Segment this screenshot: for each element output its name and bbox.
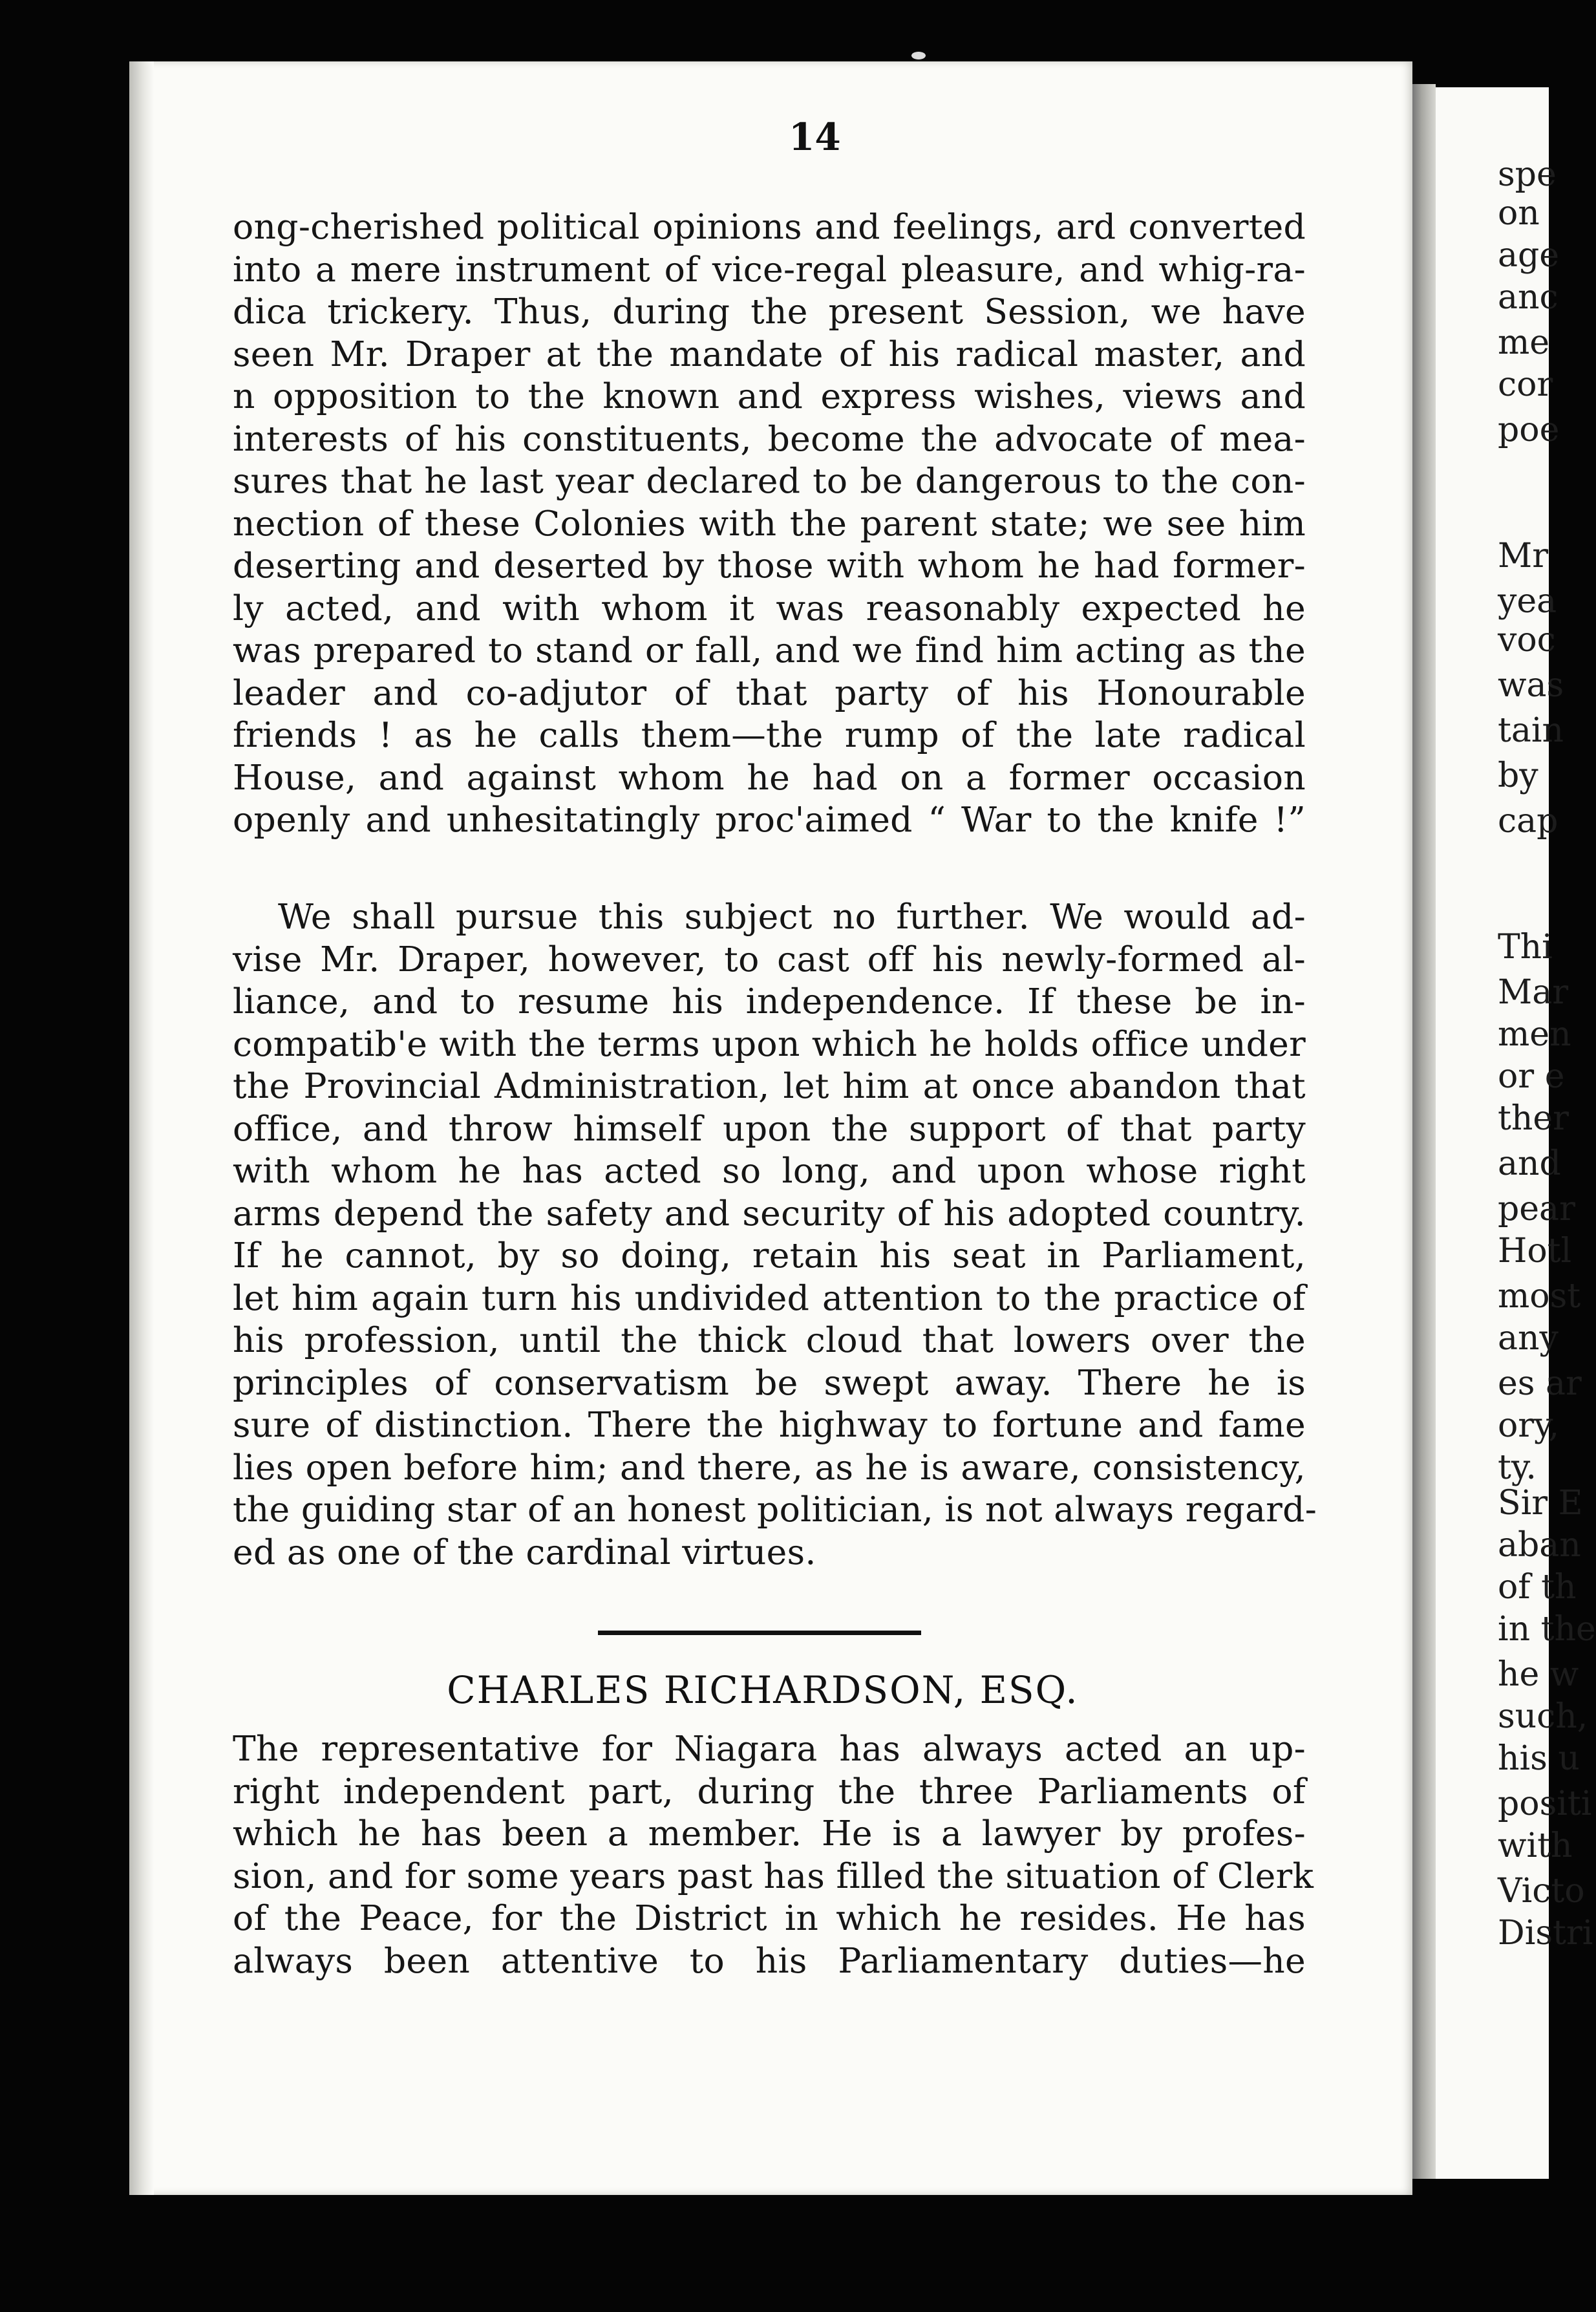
facing-page-fragment: aban [1498,1526,1581,1565]
text-line: ong-cherished political opinions and feelings, ard converted [233,206,1306,247]
facing-page-fragment: ory, [1498,1406,1560,1445]
text-line: deserting and deserted by those with whom he had former- [233,545,1306,586]
facing-page-fragment: and [1498,1144,1561,1183]
facing-page-edge [1436,87,1596,2179]
text-line: always been attentive to his Parliamentary duties—he [233,1940,1306,1981]
text-line: openly and unhesitatingly proc'aimed “ War to the knife !” [233,799,1306,840]
text-line: We shall pursue this subject no further. We would ad- [278,896,1306,937]
facing-page-fragment: Mr [1498,537,1549,575]
text-line: was prepared to stand or fall, and we find him acting as the [233,630,1306,670]
text-line: with whom he has acted so long, and upon whose right [233,1150,1306,1191]
text-line: arms depend the safety and security of his adopted country. [233,1192,1306,1234]
facing-page-fragment: Thi [1498,928,1553,967]
page-binding-shadow [129,61,154,2195]
facing-page-fragment: cor [1498,365,1553,404]
text-line: sion, and for some years past has filled the situation of Clerk [233,1855,1314,1896]
facing-page-fragment: Distri [1498,1914,1593,1953]
facing-page-fragment: yea [1498,582,1557,621]
facing-page-fragment: ty. [1498,1448,1537,1487]
text-line: If he cannot, by so doing, retain his seat in Parliament, [233,1235,1306,1276]
text-line: compatib'e with the terms upon which he holds office under [233,1023,1306,1064]
facing-page-fragment: in the [1498,1610,1596,1649]
paragraph-2 [233,895,1317,1573]
facing-page-fragment: Sir E [1498,1484,1583,1523]
facing-page-fragment: any [1498,1319,1559,1358]
facing-page-fragment: age [1498,236,1560,275]
section-heading: CHARLES RICHARDSON, ESQ. [447,1668,1079,1712]
facing-page-fragment: es ar [1498,1364,1582,1403]
facing-page-fragment: or e [1498,1057,1565,1096]
facing-page-fragment: tain [1498,711,1564,750]
text-line: nection of these Colonies with the parent state; we see him [233,502,1306,544]
text-line: interests of his constituents, become the advocate of mea- [233,418,1306,459]
facing-page-fragment: poe [1498,411,1560,449]
facing-page-fragment: cap [1498,802,1559,840]
facing-page-fragment: voc [1498,621,1556,659]
text-line: let him again turn his undivided attention to the practice of [233,1277,1306,1318]
text-line: ed as one of the cardinal virtues. [233,1531,816,1572]
text-line: ly acted, and with whom it was reasonably expected he [233,587,1306,628]
facing-page-fragment: on [1498,194,1540,233]
text-line: principles of conservatism be swept away. There he is [233,1362,1306,1403]
facing-page-fragment: such, [1498,1697,1588,1736]
facing-page-fragment: he w [1498,1655,1579,1694]
facing-page-fragment: by [1498,756,1538,795]
facing-page-fragment: me [1498,323,1550,362]
facing-page-fragment: anc [1498,278,1559,317]
text-line: the Provincial Administration, let him at once abandon that [233,1065,1306,1106]
text-line: right independent part, during the three Parliaments of [233,1770,1306,1812]
text-line: sure of distinction. There the highway to fortune and fame [233,1404,1306,1445]
facing-page-fragment: was [1498,666,1564,705]
text-line: House, and against whom he had on a former occasion [233,756,1306,798]
section-divider-rule [598,1631,921,1635]
text-line: dica trickery. Thus, during the present Session, we have [233,291,1306,332]
text-line: the guiding star of an honest politician, is not always regard- [233,1489,1317,1530]
text-line: n opposition to the known and express wishes, views and [233,376,1306,416]
facing-page-fragment: with [1498,1826,1573,1865]
facing-page-fragment: Hotl [1498,1232,1572,1270]
facing-page-fragment: men [1498,1015,1571,1054]
facing-page-fragment: Mar [1498,973,1569,1012]
text-line: into a mere instrument of vice-regal pleasure, and whig-ra- [233,248,1306,290]
text-line: friends ! as he calls them—the rump of the late radical [233,714,1306,755]
page-number: 14 [789,115,841,159]
text-line: of the Peace, for the District in which he resides. He has [233,1898,1306,1938]
paper-speck [911,52,926,59]
text-line: seen Mr. Draper at the mandate of his radical master, and [233,333,1306,374]
facing-page-fragment: his u [1498,1739,1580,1778]
facing-page-fragment: most [1498,1277,1581,1316]
book-gutter [1412,84,1436,2179]
text-line: vise Mr. Draper, however, to cast off his newly-formed al- [233,938,1306,979]
paragraph-3 [233,1728,1314,1982]
text-line: which he has been a member. He is a lawyer by profes- [233,1813,1306,1854]
text-line: his profession, until the thick cloud that lowers over the [233,1320,1306,1360]
facing-page-fragment: spe [1498,155,1557,194]
facing-page-fragment: Victo [1498,1872,1585,1911]
text-line: office, and throw himself upon the support of that party [233,1108,1306,1149]
paragraph-1 [233,206,1306,841]
facing-page-fragment: positi [1498,1784,1592,1823]
text-line: lies open before him; and there, as he is aware, consistency, [233,1446,1306,1488]
text-line: sures that he last year declared to be dangerous to the con- [233,460,1306,501]
text-line: liance, and to resume his independence. If these be in- [233,981,1306,1022]
text-line: The representative for Niagara has always acted an up- [233,1728,1306,1769]
facing-page-fragment: of th [1498,1568,1577,1607]
text-line: leader and co-adjutor of that party of his Honourable [233,672,1306,713]
facing-page-fragment: ther [1498,1099,1569,1138]
facing-page-fragment: pear [1498,1190,1575,1228]
